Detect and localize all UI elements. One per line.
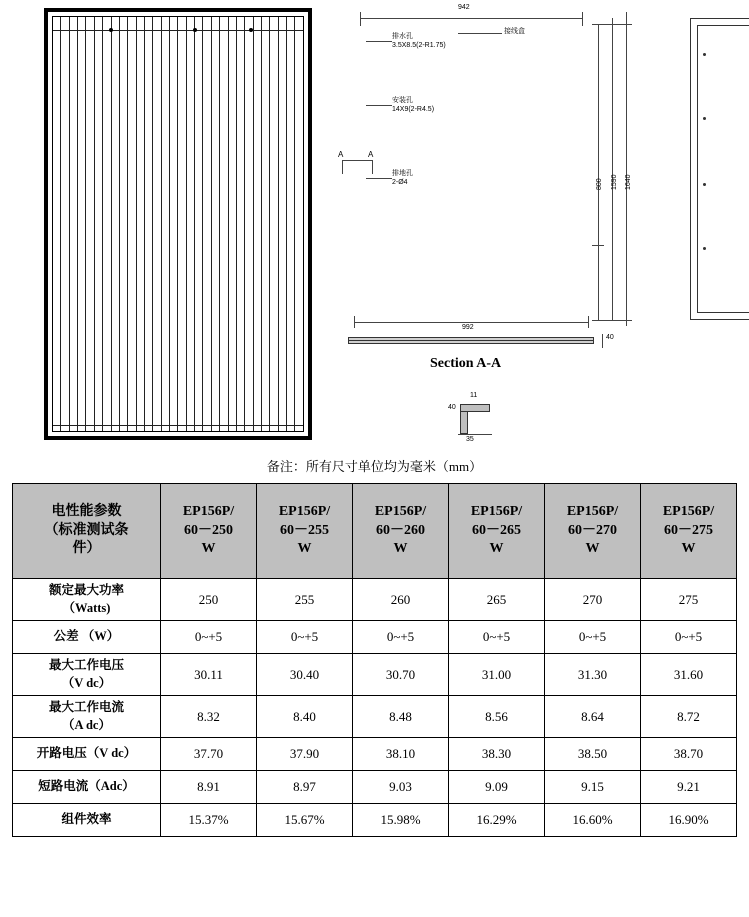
dim-tick	[592, 320, 632, 321]
table-row	[13, 579, 737, 621]
cell-value: 0~+5	[257, 621, 353, 654]
hole-marker	[703, 247, 706, 250]
dimension-line-bottom	[354, 322, 588, 323]
cell-column	[195, 17, 203, 431]
leader-line	[366, 178, 392, 179]
cell-value: 255	[257, 579, 353, 621]
cell-column	[287, 17, 295, 431]
cell-column	[86, 17, 94, 431]
cell-value: 0~+5	[545, 621, 641, 654]
cell-column	[61, 17, 69, 431]
mounting-hole-marker	[703, 117, 706, 120]
header-line: EP156P/	[182, 503, 235, 519]
row-label-tolerance	[13, 621, 161, 654]
cell-value: 8.97	[257, 771, 353, 804]
cell-column	[103, 17, 111, 431]
cell-column	[279, 17, 287, 431]
cell-value: 30.11	[161, 654, 257, 696]
cell-value: 8.64	[545, 696, 641, 738]
dim-top-value: 942	[458, 4, 470, 11]
units-note: 备注：所有尺寸单位均为毫米（mm）	[266, 459, 483, 474]
header-line: EP156P/	[470, 503, 523, 519]
profile-horizontal-flange	[460, 404, 490, 412]
dim-bottom-value: 992	[462, 324, 474, 331]
dim-thickness-value: 40	[606, 334, 614, 341]
header-line: 60－250	[184, 522, 233, 538]
header-line: EP156P/	[662, 503, 715, 519]
callout-grounding-hole-spec: 2-Ø4	[392, 178, 408, 186]
row-label-line: 开路电压（V dc）	[36, 746, 137, 761]
row-label-module-efficiency	[13, 804, 161, 837]
callout-drain-hole-spec: 3.5X8.5(2-R1.75)	[392, 41, 446, 49]
cell-value: 265	[449, 579, 545, 621]
section-a-a-label: Section A-A	[430, 356, 502, 371]
cell-value: 9.09	[449, 771, 545, 804]
cell-value: 9.21	[641, 771, 737, 804]
table-row	[13, 804, 737, 837]
row-label-line: （V dc）	[61, 675, 112, 690]
cell-value: 0~+5	[161, 621, 257, 654]
cell-column	[95, 17, 103, 431]
row-label-rated-max-power	[13, 579, 161, 621]
cell-value: 30.40	[257, 654, 353, 696]
panel-front-inner-frame	[52, 16, 304, 432]
cell-value: 8.32	[161, 696, 257, 738]
table-header-row	[13, 484, 737, 579]
cell-value: 15.67%	[257, 804, 353, 837]
table-row	[13, 696, 737, 738]
header-line: 60－275	[664, 522, 713, 538]
cell-column	[70, 17, 78, 431]
cell-value: 9.03	[353, 771, 449, 804]
solar-panel-front-view	[44, 8, 312, 440]
cell-column	[170, 17, 178, 431]
cell-column	[203, 17, 211, 431]
cell-column	[270, 17, 278, 431]
row-label-short-circuit-current	[13, 771, 161, 804]
cell-row-line	[53, 425, 303, 426]
section-arrow-left	[342, 160, 343, 174]
cell-row-line	[53, 30, 303, 31]
header-line: W	[201, 541, 216, 557]
header-cell-model-260	[353, 484, 449, 579]
dimension-line-right-mid	[612, 18, 613, 320]
section-bar-line	[349, 340, 593, 341]
table-row	[13, 738, 737, 771]
cell-value: 8.91	[161, 771, 257, 804]
cell-column	[78, 17, 86, 431]
dimension-line-right-inner	[598, 24, 599, 320]
cell-value: 9.15	[545, 771, 641, 804]
header-line: W	[393, 541, 408, 557]
cell-column	[237, 17, 245, 431]
cell-value: 31.60	[641, 654, 737, 696]
cell-value: 37.70	[161, 738, 257, 771]
row-label-line: 最大工作电流	[48, 700, 124, 714]
profile-dim-top: 11	[470, 392, 478, 399]
cell-value: 31.00	[449, 654, 545, 696]
leader-line	[458, 33, 502, 34]
row-label-open-circuit-voltage	[13, 738, 161, 771]
cell-value: 8.56	[449, 696, 545, 738]
header-line: 60－255	[280, 522, 329, 538]
cell-column	[112, 17, 120, 431]
section-arrow-right	[372, 160, 373, 174]
header-line: 60－260	[376, 522, 425, 538]
cell-value: 38.50	[545, 738, 641, 771]
profile-dim-bottom: 35	[466, 436, 474, 443]
header-cell-model-270	[545, 484, 641, 579]
cell-column	[53, 17, 61, 431]
callout-grounding-hole	[392, 170, 413, 188]
cell-value: 0~+5	[353, 621, 449, 654]
cell-column	[220, 17, 228, 431]
bus-dot	[193, 28, 197, 32]
cell-column	[137, 17, 145, 431]
panel-back-inner-frame	[697, 25, 749, 313]
cell-value: 15.98%	[353, 804, 449, 837]
cell-column	[254, 17, 262, 431]
solar-panel-back-view	[690, 18, 749, 320]
header-cell-model-265	[449, 484, 545, 579]
header-line: W	[585, 541, 600, 557]
cell-column	[128, 17, 136, 431]
row-label-line: （Watts)	[62, 600, 111, 615]
section-line	[342, 160, 373, 161]
dim-tick	[588, 316, 589, 328]
section-mark-a-left: A	[338, 150, 344, 159]
cell-value: 37.90	[257, 738, 353, 771]
cell-value: 260	[353, 579, 449, 621]
header-cell-model-255	[257, 484, 353, 579]
callout-junction-box	[504, 28, 525, 37]
dim-right-mid-value: 1590	[611, 174, 618, 190]
dim-right-inner-value: 800	[596, 178, 603, 190]
bus-dot	[109, 28, 113, 32]
row-label-line: 公差 （W）	[53, 629, 120, 644]
cell-value: 0~+5	[641, 621, 737, 654]
header-cell-model-275	[641, 484, 737, 579]
header-line: 件）	[72, 541, 101, 557]
callout-junction-box-title: 接线盒	[504, 28, 525, 35]
cell-value: 250	[161, 579, 257, 621]
drain-hole-marker	[703, 53, 706, 56]
cell-column	[187, 17, 195, 431]
header-line: （标准测试条	[44, 522, 129, 538]
cell-column	[262, 17, 270, 431]
callout-mounting-hole-spec: 14X9(2-R4.5)	[392, 105, 435, 113]
row-label-line: 额定最大功率	[48, 583, 124, 597]
section-mark-a-right: A	[368, 150, 374, 159]
callout-mounting-hole-title: 安装孔	[392, 97, 413, 104]
dim-tick	[354, 316, 355, 328]
cell-value: 8.48	[353, 696, 449, 738]
technical-drawing	[330, 0, 742, 450]
row-label-max-power-current	[13, 696, 161, 738]
cell-value: 38.70	[641, 738, 737, 771]
callout-drain-hole-title: 排水孔	[392, 33, 413, 40]
dimension-line-right-outer	[626, 12, 627, 326]
header-cell-model-250	[161, 484, 257, 579]
cell-column	[229, 17, 237, 431]
header-line: W	[489, 541, 504, 557]
row-label-line: 短路电流（Adc）	[38, 779, 135, 794]
header-line: W	[297, 541, 312, 557]
table-row	[13, 621, 737, 654]
cell-grid	[53, 17, 303, 431]
callout-drain-hole	[392, 33, 446, 51]
header-line: EP156P/	[374, 503, 427, 519]
cell-value: 16.90%	[641, 804, 737, 837]
header-line: 电性能参数	[51, 503, 122, 519]
dim-tick	[592, 24, 632, 25]
cell-column	[145, 17, 153, 431]
cell-column	[245, 17, 253, 431]
cell-column	[178, 17, 186, 431]
dim-tick	[360, 12, 361, 26]
header-line: W	[681, 541, 696, 557]
cell-value: 38.10	[353, 738, 449, 771]
table-row	[13, 771, 737, 804]
cell-value: 16.29%	[449, 804, 545, 837]
grounding-hole-marker	[703, 183, 706, 186]
cell-value: 15.37%	[161, 804, 257, 837]
cell-value: 30.70	[353, 654, 449, 696]
header-line: 60－270	[568, 522, 617, 538]
dim-tick	[602, 334, 603, 348]
row-label-line: 组件效率	[61, 812, 112, 827]
frame-profile-detail	[448, 392, 508, 443]
cell-column	[295, 17, 302, 431]
leader-line	[366, 105, 392, 106]
cell-value: 8.40	[257, 696, 353, 738]
callout-grounding-hole-title: 排地孔	[392, 170, 413, 177]
cell-column	[120, 17, 128, 431]
leader-line	[366, 41, 392, 42]
dim-right-outer-value: 1640	[625, 174, 632, 190]
cell-value: 38.30	[449, 738, 545, 771]
header-line: EP156P/	[278, 503, 331, 519]
header-line: 60－265	[472, 522, 521, 538]
dim-tick	[592, 245, 604, 246]
electrical-spec-table	[12, 483, 737, 837]
callout-mounting-hole	[392, 97, 434, 115]
cell-column	[153, 17, 161, 431]
cell-column	[212, 17, 220, 431]
dimension-line-top	[360, 18, 582, 19]
profile-dim-left: 40	[448, 404, 456, 411]
row-label-max-power-voltage	[13, 654, 161, 696]
cell-value: 8.72	[641, 696, 737, 738]
bus-dot	[249, 28, 253, 32]
electrical-spec-table-wrap	[12, 483, 736, 837]
section-a-a-bar	[348, 337, 594, 344]
cell-value: 0~+5	[449, 621, 545, 654]
header-line: EP156P/	[566, 503, 619, 519]
cell-value: 31.30	[545, 654, 641, 696]
cell-column	[162, 17, 170, 431]
drawing-area	[0, 0, 749, 450]
header-cell-parameter	[13, 484, 161, 579]
row-label-line: 最大工作电压	[48, 658, 124, 672]
cell-value: 270	[545, 579, 641, 621]
dim-tick	[582, 12, 583, 26]
table-row	[13, 654, 737, 696]
row-label-line: （A dc）	[62, 717, 111, 732]
cell-value: 275	[641, 579, 737, 621]
cell-value: 16.60%	[545, 804, 641, 837]
profile-dim-line	[458, 434, 492, 435]
